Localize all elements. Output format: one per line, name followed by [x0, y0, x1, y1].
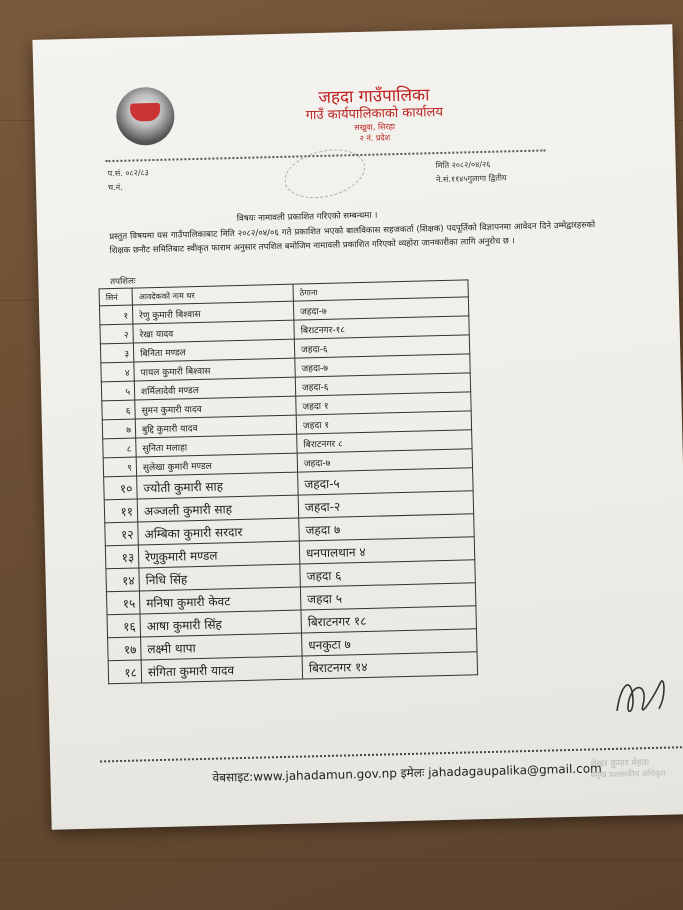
serial-cell: २ [100, 324, 133, 344]
address-cell: जहदा १ [296, 411, 471, 434]
tapsil-label: तपशिलः [110, 276, 136, 288]
address-cell: बिराटनगर-१८ [294, 316, 469, 339]
address-cell: जहदा-६ [294, 335, 469, 358]
municipality-title: जहदा गाउँपालिका [318, 85, 430, 108]
name-cell: संगिता कुमारी यादव [141, 656, 303, 683]
serial-cell: ७ [102, 419, 135, 439]
address-cell: जहदा-७ [295, 354, 470, 377]
serial-cell: १० [104, 476, 138, 500]
signatory-name: शेखर कुमार मेहता [590, 758, 650, 770]
name-cell: पायल कुमारी बिश्वास [134, 358, 295, 381]
name-cell: मनिषा कुमारी केवट [139, 587, 301, 614]
address-cell: बिराटनगर १४ [302, 652, 478, 679]
document-page [32, 24, 683, 829]
candidate-table [99, 279, 479, 684]
serial-cell: ४ [101, 362, 134, 382]
address-cell: जहदा ५ [300, 583, 476, 610]
serial-cell: ३ [100, 343, 133, 363]
serial-cell: ९ [103, 457, 136, 477]
name-cell: लक्ष्मी थापा [141, 633, 303, 660]
footer-contact: वेबसाइट:www.jahadamun.gov.np इमेलः jahadagaupalika@gmail.com [212, 761, 602, 785]
office-subtitle: गाउँ कार्यपालिकाको कार्यालय [305, 104, 444, 124]
serial-cell: १३ [105, 545, 139, 569]
name-cell: ज्योती कुमारी साह [137, 472, 299, 499]
wood-grain [0, 860, 683, 861]
name-cell: अञ्जली कुमारी साह [137, 495, 299, 522]
serial-cell: ८ [103, 438, 136, 458]
name-cell: रेखा यादव [133, 320, 294, 343]
emblem-icon [116, 87, 175, 146]
name-cell: सुलेखा कुमारी मण्डल [136, 453, 297, 476]
address-cell: जहदा-५ [298, 468, 474, 495]
serial-cell: १४ [106, 568, 140, 592]
signature-mark [608, 664, 679, 726]
address-cell: जहदा १ [296, 392, 471, 415]
name-cell: निधि सिंह [139, 564, 301, 591]
address-cell: जहदा-२ [298, 491, 474, 518]
name-cell: शर्मिलादेवी मण्डल [134, 377, 295, 400]
address-cell: धनपालथान ४ [299, 537, 475, 564]
name-cell: सुमन कुमारी यादव [135, 396, 296, 419]
office-stamp [280, 142, 370, 206]
serial-cell: ५ [101, 381, 134, 401]
body-paragraph: प्रस्तुत विषयमा यस गाउँपालिकाबाट मिति २०८२/०४/०६ गते प्रकाशित भएको बालविकास सहजकर्ता (शिक्षक) पदपूर्तिको विज्ञापनमा आवेदन दिने उम्मेद्वारहरुको शिक्षक छनौट समितिबाट स्वीकृत फाराम अनुसार तपशिल बमोजिम नामावली प्रकाशित गरिएको व्यहोरा जानकारीका लागि अनुरोध छ । [109, 220, 596, 257]
address-cell: जहदा ७ [299, 514, 475, 541]
address: सखुवा, सिरहा [354, 122, 396, 133]
address-cell: जहदा ६ [300, 560, 476, 587]
column-header: सिनं [99, 288, 132, 306]
serial-cell: १२ [105, 522, 139, 546]
subject-line: विषयः नामावली प्रकाशित गरिएको सम्बन्धमा । [236, 210, 378, 224]
serial-cell: ११ [104, 499, 138, 523]
address-cell: बिराटनगर ८ [297, 430, 472, 453]
serial-cell: १८ [108, 660, 142, 684]
address-cell: धनकुटा ७ [302, 629, 478, 656]
address-cell: जहदा-७ [293, 297, 468, 320]
serial-cell: ६ [102, 400, 135, 420]
name-cell: सुनिता मलाहा [136, 434, 297, 457]
nepal-sambat-date: ने.सं.११४५गुलागा द्वितीय [435, 173, 507, 185]
serial-cell: १ [99, 305, 132, 325]
name-cell: बुद्दि कुमारी यादव [135, 415, 296, 438]
column-header: ठेगाना [293, 280, 468, 301]
address-cell: जहदा-६ [295, 373, 470, 396]
name-cell: रेणु कुमारी बिश्वास [132, 301, 293, 324]
name-cell: अम्बिका कुमारी सरदार [138, 518, 300, 545]
name-cell: आषा कुमारी सिंह [140, 610, 302, 637]
address-cell: बिराटनगर १८ [301, 606, 477, 633]
serial-cell: १७ [108, 637, 142, 661]
address-cell: जहदा-७ [297, 449, 472, 472]
name-cell: बिनिता मण्डल [133, 339, 294, 362]
reference-number: प.सं. ०८२/८३ [107, 168, 149, 179]
column-header: आवदेकको नाम थर [132, 284, 293, 305]
name-cell: रेणुकुमारी मण्डल [138, 541, 300, 568]
serial-cell: १५ [106, 591, 140, 615]
serial-cell: १६ [107, 614, 141, 638]
letter-date: मिति २०८२/०४/२६ [435, 159, 491, 171]
province: २ नं. प्रदेश [359, 133, 391, 143]
signatory-designation: प्रमुख प्रशासकीय अधिकृत [590, 768, 666, 780]
dispatch-number: च.नं. [107, 182, 123, 193]
